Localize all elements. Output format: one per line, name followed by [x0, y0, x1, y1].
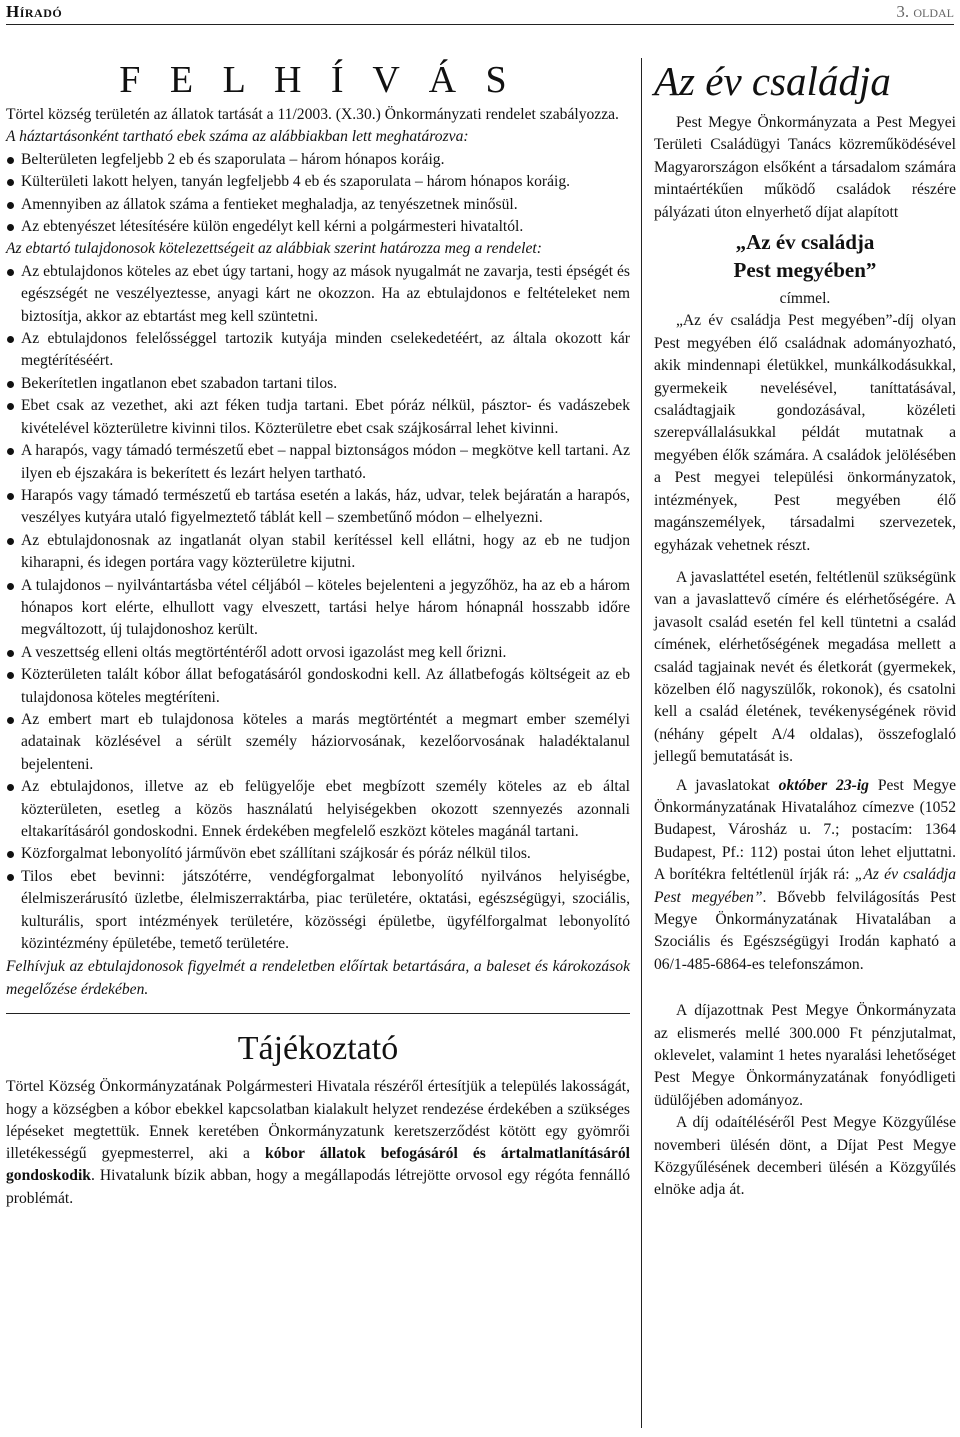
- list-item: Közterületen talált kóbor állat befogatásáról gondoskodni kell. Az állatbefogás költségeit az eb tulajdonosa köteles megtéríteni.: [6, 664, 630, 709]
- list-item: Az embert mart eb tulajdonosa köteles a marás megtörténtét a megmart ember személyi adatainak közlésével a sérült személy háziorvosának, kezelőorvosának haladéktalanul bejelenteni.: [6, 709, 630, 776]
- tajekoztato-body: [6, 1076, 630, 1210]
- tajekoztato-text-1: Törtel Község Önkormányzatának Polgármesteri Hivatala részéről értesítjük a település lakosságát, hogy a községben a kóbor ebekkel kapcsolatban kialakult helyzet rendezése érdekében a szükséges lépéseket megtettük. Ennek keretében Önkormányzatunk keretszerződést kötött egy gyömrői illetékességű gyepmesterrel, aki a: [6, 1078, 630, 1163]
- felhivas-intro: Törtel község területén az állatok tartását a 11/2003. (X.30.) Önkormányzati rendelet szabályozza.: [6, 106, 619, 123]
- list-item: Bekerítetlen ingatlanon ebet szabadon tartani tilos.: [6, 373, 630, 395]
- section-name: Híradó: [6, 2, 63, 21]
- list-item: Harapós vagy támadó természetű eb tartása esetén a lakás, ház, udvar, telek bejáratán a harapós, veszélyes kutyára utaló figyelmeztető táblát kell – szembetűnő módon – elhelyezni.: [6, 485, 630, 530]
- felhivas-closing: Felhívjuk az ebtulajdonosok figyelmét a rendeletben előírtak betartására, a baleset és károkozások megelőzése érdekében.: [6, 958, 630, 998]
- right-column: [654, 58, 956, 1202]
- envelope-label: „Az év családja Pest megyében”: [654, 866, 956, 906]
- ev-p4-text-3: . Bővebb felvilágosítás Pest Megye Önkormányzatának Hivatalában a Szociális és Egészségügyi Irodán kapható a 06/1-485-6864-es telefonszámon.: [654, 888, 956, 973]
- list-item: Külterületi lakott helyen, tanyán legfeljebb 4 eb és szaporulata – három hónapos koráig.: [6, 171, 630, 193]
- felhivas-title: F E L H Í V Á S: [119, 59, 517, 101]
- list-item: Az ebtulajdonosnak az ingatlanát olyan stabil kerítéssel kell ellátni, hogy az eb ne tudjon kiharapni, és idegen portára vagy közterületre kijutni.: [6, 530, 630, 575]
- list-item: Az ebtulajdonos felelősséggel tartozik kutyája minden cselekedetéért, az általa okozott kár megtérítéséért.: [6, 328, 630, 373]
- dog-limit-list: [6, 149, 630, 239]
- left-column: [6, 58, 630, 1210]
- tajekoztato-title: Tájékoztató: [237, 1030, 399, 1068]
- ev-paragraph-5: A díjazottnak Pest Megye Önkormányzata az elismerés mellé 300.000 Ft pénzjutalmat, oklevelet, valamint 1 hetes nyaralási lehetőséget Pest Megye Önkormányzatának fonyódligeti üdülőjében adományoz.: [654, 1002, 956, 1109]
- tajekoztato-text-2: . Hivatalunk bízik abban, hogy a megállapodás létrejötte orvosol egy régóta fennálló problémát.: [6, 1167, 630, 1207]
- list-item: A harapós, vagy támadó természetű ebet – nappal biztonságos módon – megkötve kell tartani. Az ilyen eb éjszakára is bekerített és lezárt helyen tartható.: [6, 440, 630, 485]
- ev-paragraph-1: Pest Megye Önkormányzata a Pest Megyei Területi Családügyi Tanács közreműködésével Magyarországon elsőként a társadalom számára mintaértékűen működő családok részére pályázati úton elnyerhető díjat alapított: [654, 114, 956, 221]
- page-header: [6, 0, 954, 25]
- deadline-date: október 23-ig: [778, 776, 869, 794]
- felhivas-subhead-1: A háztartásonként tartható ebek száma az alábbiakban lett meghatározva:: [6, 128, 469, 146]
- ev-p4-text-1: A javaslatokat: [676, 776, 779, 794]
- owner-duties-list: [6, 261, 630, 956]
- tajekoztato-bold: kóbor állatok befogásáról és ártalmatlanításáról gondoskodik: [6, 1145, 630, 1185]
- ev-csaladja-title: Az év családja: [654, 58, 891, 104]
- award-title-line-2: Pest megyében”: [733, 258, 877, 283]
- award-suffix: címmel.: [779, 290, 831, 308]
- list-item: Az ebtulajdonos, illetve az eb felügyelője ebet megbízott személy köteles az eb által közterületen, esetleg a közös használatú helyiségekben okozott szennyezés azonnali eltakarításáról gondoskodni. Ennek érdekében megfelelő eszközt köteles magánál tartani.: [6, 776, 630, 843]
- list-item: Ebet csak az vezethet, aki azt féken tudja tartani. Ebet póráz nélkül, pásztor- és vadászebek kivételével közterületre kivinni tilos. Közterületre ebet csak szájkosárral lehet kivinni.: [6, 395, 630, 440]
- felhivas-subhead-2: Az ebtartó tulajdonosok kötelezettségeit az alábbiak szerint határozza meg a rendelet:: [6, 240, 542, 258]
- list-item: Az ebtulajdonos köteles az ebet úgy tartani, hogy az mások nyugalmát ne zavarja, testi épségét és egészségét ne veszélyeztesse, anyagi kárt ne okozzon. Ha az ebtulajdonos e feltételeket nem biztosítja, akkor az ebtartást meg kell szüntetni.: [6, 261, 630, 328]
- list-item: Amennyiben az állatok száma a fentieket meghaladja, az tenyészetnek minősül.: [6, 194, 630, 216]
- award-title-line-1: „Az év családja: [735, 230, 875, 255]
- ev-p4-text-2: Pest Megye Önkormányzatának Hivatalához címezve (1052 Budapest, Városház u. 7.; postacím: 1364 Budapest, Pf.: 112) postai úton lehet eljuttatni. A borítékra feltétlenül írják rá:: [654, 776, 957, 884]
- list-item: Közforgalmat lebonyolító járművön ebet szállítani szájkosár és póráz nélkül tilos.: [6, 843, 630, 865]
- list-item: Tilos ebet bevinni: játszótérre, vendégforgalmat lebonyolító nyilvános helyiségbe, élelmiszerárusító üzletbe, élelmiszerraktárba, piac területére, oktatási, egészségügyi, szociális, kulturális, sport intézmények területére, közösségi épületbe, ügyfélforgalmat lebonyolító közintézmény épületébe, temető területére.: [6, 866, 630, 956]
- list-item: A tulajdonos – nyilvántartásba vétel céljából – köteles bejelenteni a jegyzőhöz, ha az eb a három hónapos kort elérte, elhullott vagy elveszett, tartási helye három hónapnál hosszabb időre megváltozott, új tulajdonoshoz került.: [6, 575, 630, 642]
- page-number: 3. oldal: [896, 2, 954, 21]
- ev-paragraph-4: [654, 775, 956, 977]
- list-item: Az ebtenyészet létesítésére külön engedélyt kell kérni a polgármesteri hivataltól.: [6, 216, 630, 238]
- list-item: A veszettség elleni oltás megtörténtéről adott orvosi igazolást meg kell őrizni.: [6, 642, 630, 664]
- ev-paragraph-2: „Az év családja Pest megyében”-díj olyan Pest megyében élő családnak adományozható, akik mindennapi életükkel, munkálkodásukkal, gyermekeik nevelésével, taníttatásával, családtagjaik gondozásával, közéleti szerepvállalásukkal példát mutatnak a megyében élők számára. A családok jelölésében a Pest megyei települési önkormányzatok, intézmények, Pest megyében élő magánszemélyek, társadalmi szervezetek, egyházak vehetnek részt.: [654, 312, 956, 554]
- list-item: Belterületen legfeljebb 2 eb és szaporulata – három hónapos koráig.: [6, 149, 630, 171]
- column-divider: [641, 58, 642, 1428]
- ev-paragraph-6: A díj odaítéléséről Pest Megye Közgyűlése novemberi ülésén dönt, a Díjat Pest Megye Közgyűlésének decemberi ülésén a Közgyűlés elnöke adja át.: [654, 1114, 956, 1199]
- ev-paragraph-3: A javaslattétel esetén, feltétlenül szükségünk van a javaslattevő címére és elérhetőségére. A javasolt család esetén fel kell tüntetni a család címének, elérhetőségének megadása mellett a család tagjainak nevét és életkorát (gyermekek, közelben élő nagyszülők, rokonok), és csatolni kell a család életének, tevékenységének rövid (néhány gépelt A/4 oldalas), összefoglaló jellegű bemutatását is.: [654, 568, 956, 766]
- section-divider: [6, 1013, 630, 1014]
